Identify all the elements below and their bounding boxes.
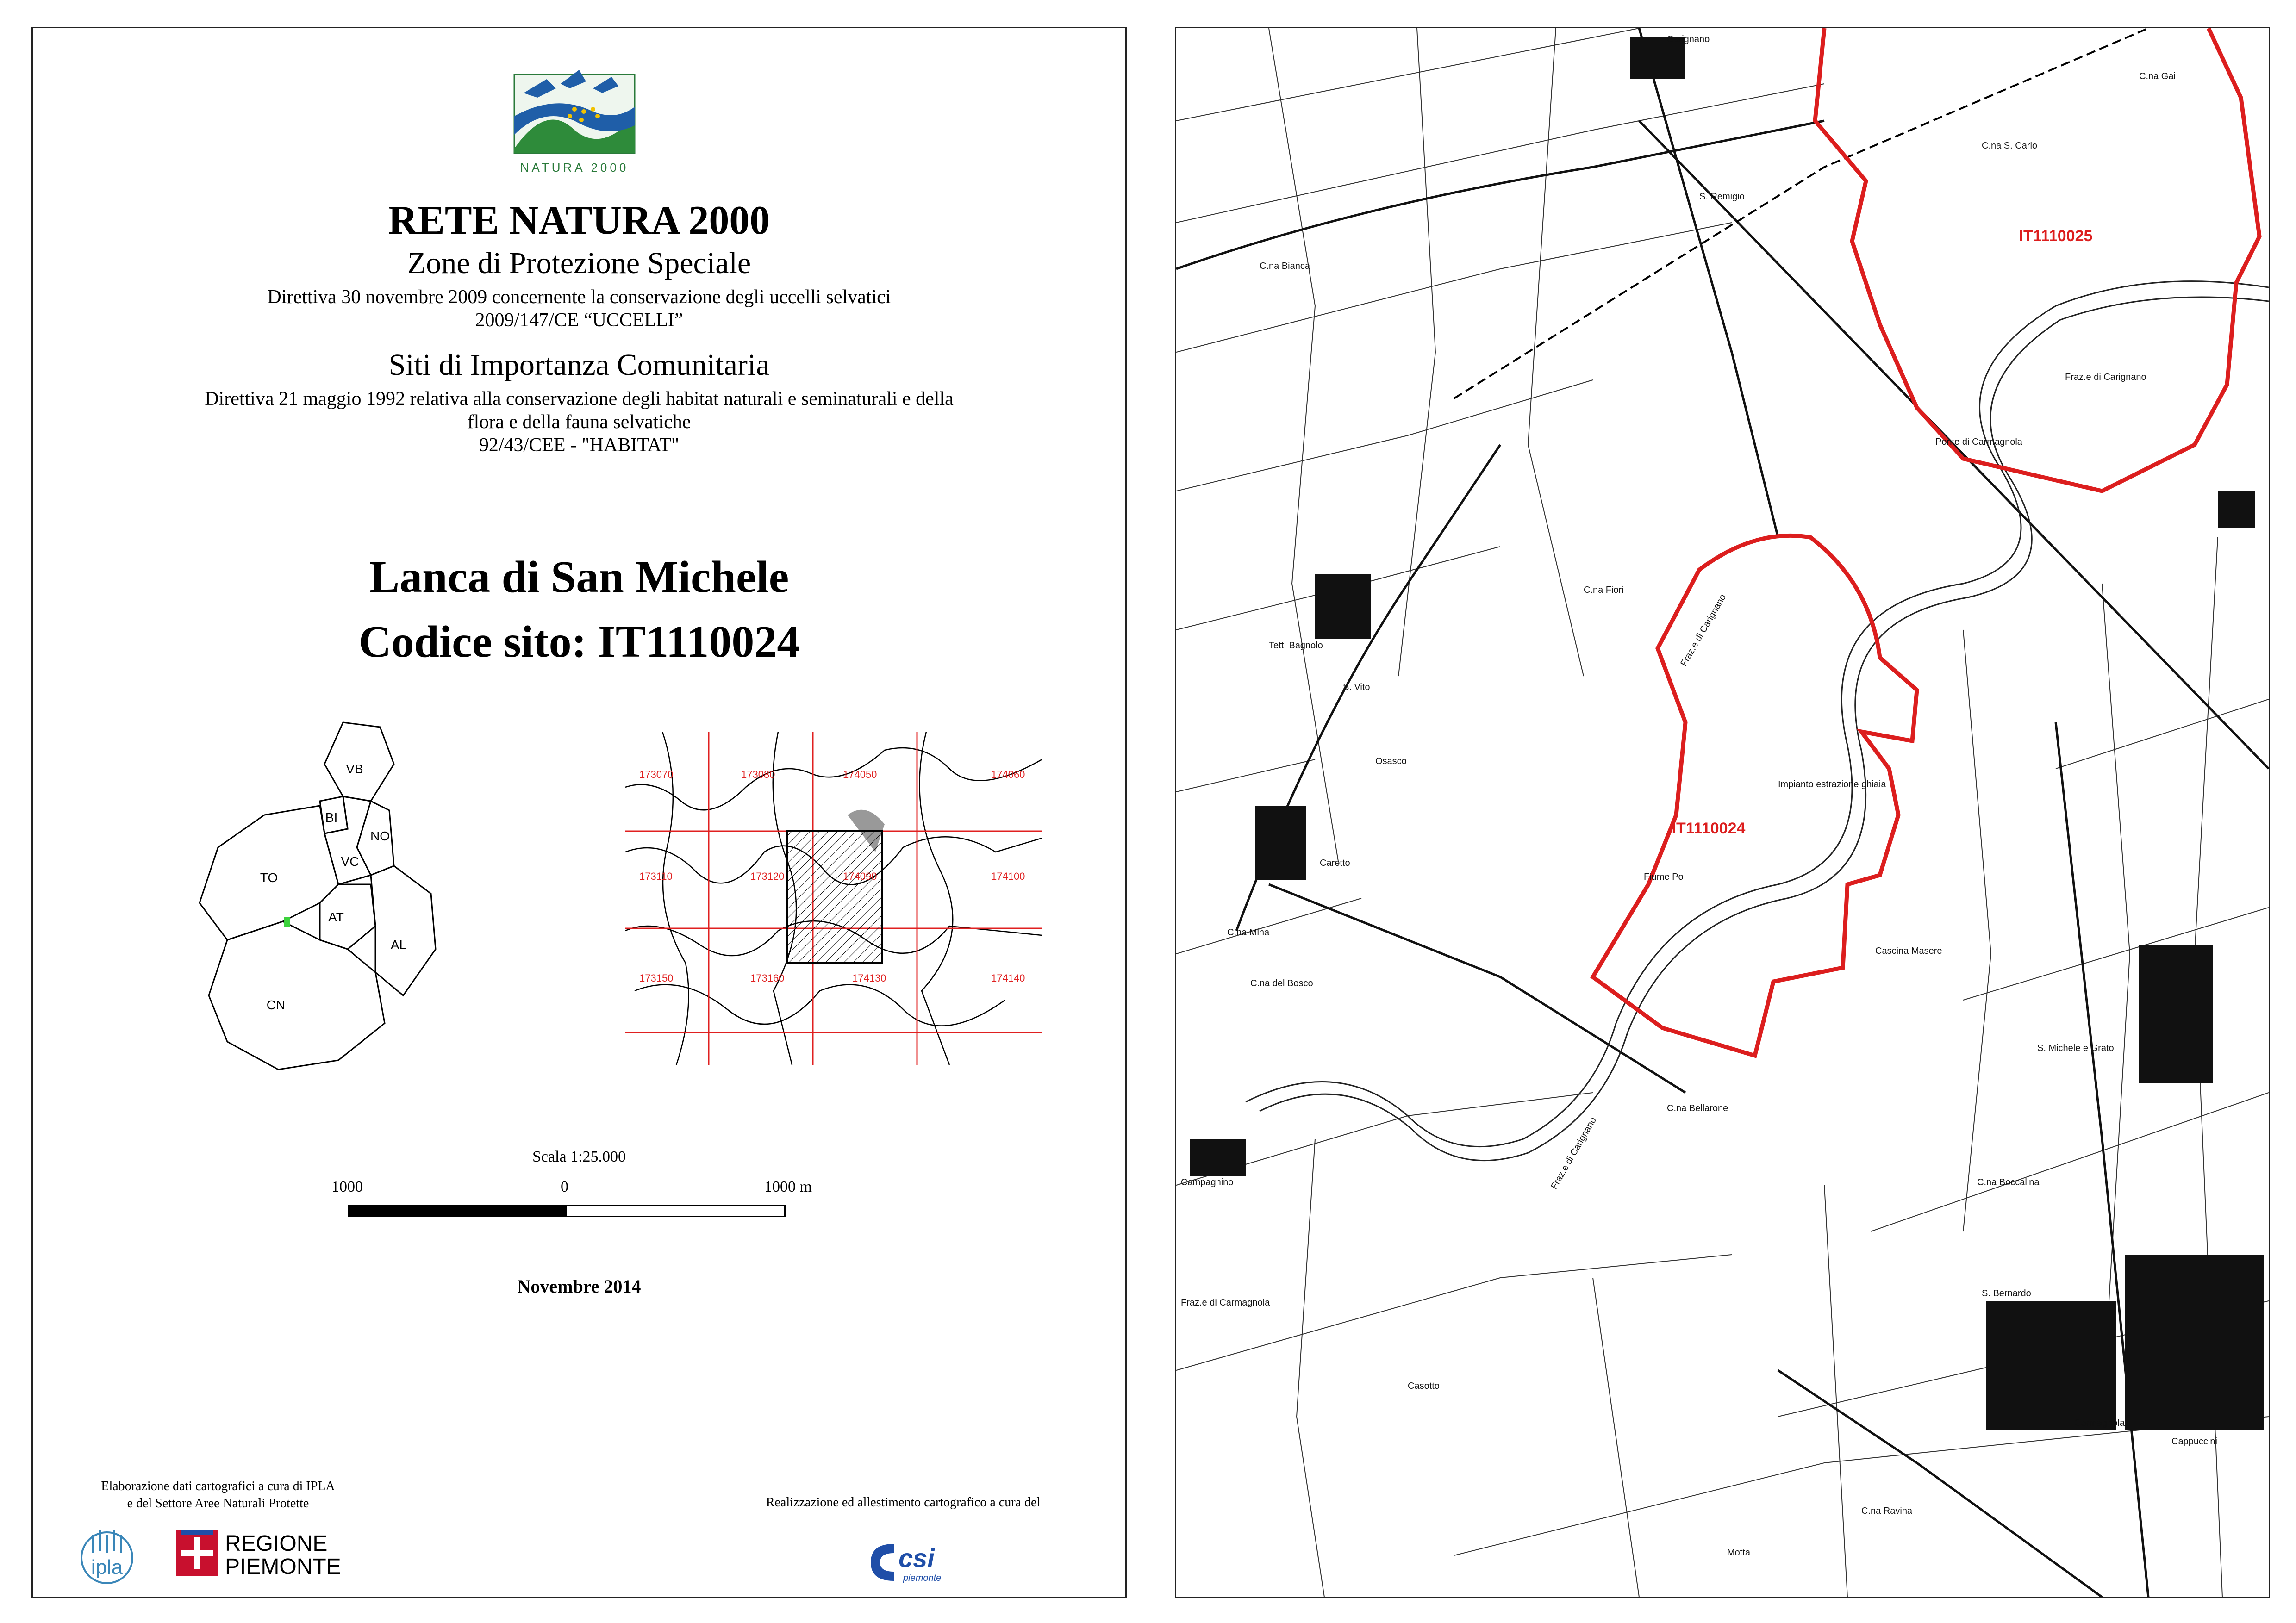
svg-text:174060: 174060 bbox=[991, 769, 1025, 780]
topographic-map[interactable] bbox=[1175, 27, 2270, 1598]
svg-text:Carmagnola: Carmagnola bbox=[2074, 1418, 2125, 1428]
svg-text:AL: AL bbox=[390, 938, 407, 952]
site-location-marker bbox=[284, 917, 290, 927]
svg-text:174050: 174050 bbox=[843, 769, 877, 780]
svg-text:173080: 173080 bbox=[741, 769, 775, 780]
svg-text:S. Michele e Grato: S. Michele e Grato bbox=[2037, 1043, 2114, 1053]
svg-text:C.na Fiori: C.na Fiori bbox=[1584, 585, 1624, 595]
svg-text:C.na Bianca: C.na Bianca bbox=[1260, 261, 1310, 271]
svg-text:173150: 173150 bbox=[639, 972, 674, 984]
svg-text:Carignano: Carignano bbox=[1667, 34, 1710, 44]
province-vc bbox=[324, 796, 371, 884]
natura2000-logo bbox=[505, 61, 644, 181]
sic-heading: Siti di Importanza Comunitaria bbox=[388, 348, 770, 382]
svg-text:Cascina Masere: Cascina Masere bbox=[1875, 946, 1942, 956]
ipla-logo-icon bbox=[75, 1525, 149, 1586]
scale-label: Scala 1:25.000 bbox=[532, 1148, 626, 1165]
svg-text:csi: csi bbox=[898, 1543, 935, 1573]
scale-bar bbox=[348, 1205, 786, 1217]
svg-text:CN: CN bbox=[266, 998, 286, 1012]
regione-shield-icon bbox=[176, 1530, 343, 1581]
date: Novembre 2014 bbox=[517, 1276, 641, 1297]
svg-text:174100: 174100 bbox=[991, 871, 1025, 882]
svg-text:C.na Bellarone: C.na Bellarone bbox=[1667, 1103, 1728, 1113]
site-name: Lanca di San Michele bbox=[369, 552, 789, 602]
svg-text:VB: VB bbox=[346, 762, 363, 776]
grid-inset-map bbox=[625, 732, 1042, 1065]
main-title: RETE NATURA 2000 bbox=[388, 198, 770, 243]
svg-text:Fraz.e di Carignano: Fraz.e di Carignano bbox=[2065, 372, 2146, 382]
zps-code: 2009/147/CE “UCCELLI” bbox=[475, 310, 683, 331]
regione-piemonte-logo bbox=[176, 1530, 343, 1581]
site-code: Codice sito: IT1110024 bbox=[358, 617, 800, 667]
region-inset-map bbox=[172, 709, 505, 1079]
ipla-credit-line1: Elaborazione dati cartografici a cura di IPLA bbox=[101, 1479, 335, 1493]
province-cn bbox=[209, 921, 385, 1070]
svg-text:Campagnino: Campagnino bbox=[1181, 1177, 1234, 1188]
svg-text:Fraz.e di Carignano: Fraz.e di Carignano bbox=[1549, 1115, 1599, 1191]
svg-text:S. Remigio: S. Remigio bbox=[1699, 192, 1745, 202]
svg-text:Tett. Bagnolo: Tett. Bagnolo bbox=[1269, 640, 1323, 651]
svg-text:Motta: Motta bbox=[1727, 1548, 1751, 1558]
scale-right: 1000 m bbox=[764, 1178, 812, 1195]
svg-text:Ponte di Carmagnola: Ponte di Carmagnola bbox=[1935, 437, 2022, 447]
zps-heading: Zone di Protezione Speciale bbox=[407, 246, 751, 280]
svg-text:Impianto estrazione ghiaia: Impianto estrazione ghiaia bbox=[1778, 779, 1886, 790]
svg-text:173070: 173070 bbox=[639, 769, 674, 780]
sic-code: 92/43/CEE - "HABITAT" bbox=[479, 435, 680, 456]
svg-text:Fraz.e di Carmagnola: Fraz.e di Carmagnola bbox=[1181, 1298, 1270, 1308]
province-al bbox=[371, 866, 436, 995]
svg-text:174090: 174090 bbox=[843, 871, 877, 882]
sic-directive-2: flora e della fauna selvatiche bbox=[467, 411, 691, 433]
svg-text:S. Vito: S. Vito bbox=[1343, 682, 1370, 692]
svg-text:C.na Gai: C.na Gai bbox=[2139, 71, 2176, 81]
scale-left: 1000 bbox=[331, 1178, 363, 1195]
svg-text:C.na del Bosco: C.na del Bosco bbox=[1250, 978, 1313, 989]
logo-text: NATURA 2000 bbox=[520, 161, 629, 174]
svg-text:VC: VC bbox=[341, 854, 359, 869]
svg-text:S. Bernardo: S. Bernardo bbox=[1982, 1288, 2031, 1299]
svg-text:173120: 173120 bbox=[750, 871, 785, 882]
svg-text:C.na Mina: C.na Mina bbox=[1227, 927, 1270, 938]
svg-text:PIEMONTE: PIEMONTE bbox=[225, 1555, 341, 1579]
svg-text:ipla: ipla bbox=[91, 1556, 123, 1579]
svg-text:C.na Ravina: C.na Ravina bbox=[1861, 1506, 1913, 1516]
svg-text:REGIONE: REGIONE bbox=[225, 1531, 328, 1556]
sic-directive-1: Direttiva 21 maggio 1992 relativa alla conservazione degli habitat naturali e seminaturali e della bbox=[205, 388, 954, 410]
svg-text:174140: 174140 bbox=[991, 972, 1025, 984]
svg-text:BI: BI bbox=[325, 810, 338, 825]
svg-text:173110: 173110 bbox=[639, 871, 673, 882]
csi-logo-icon bbox=[861, 1535, 963, 1586]
ipla-logo bbox=[75, 1525, 149, 1586]
svg-text:Fraz.e di Carignano: Fraz.e di Carignano bbox=[1678, 592, 1728, 668]
zps-directive: Direttiva 30 novembre 2009 concernente la conservazione degli uccelli selvatici bbox=[267, 286, 891, 308]
natura2000-logo-icon bbox=[505, 61, 644, 181]
sheet-footprint bbox=[787, 831, 882, 963]
csi-logo bbox=[861, 1535, 963, 1586]
svg-text:Cappuccini: Cappuccini bbox=[2171, 1436, 2217, 1447]
svg-text:Caretto: Caretto bbox=[1320, 858, 1350, 868]
scale-center: 0 bbox=[561, 1178, 568, 1195]
svg-text:174130: 174130 bbox=[852, 972, 886, 984]
svg-text:AT: AT bbox=[328, 910, 344, 924]
svg-text:TO: TO bbox=[260, 871, 278, 885]
map-canvas[interactable] bbox=[1176, 28, 2269, 1597]
svg-text:Fiume Po: Fiume Po bbox=[1644, 872, 1684, 882]
ipla-credit-line2: e del Settore Aree Naturali Protette bbox=[127, 1496, 309, 1511]
svg-text:NO: NO bbox=[370, 829, 390, 843]
title-sheet bbox=[31, 27, 1127, 1598]
svg-text:Casotto: Casotto bbox=[1408, 1381, 1440, 1391]
svg-text:173160: 173160 bbox=[750, 972, 785, 984]
label-it1110024: IT1110024 bbox=[1672, 820, 1746, 837]
svg-text:Osasco: Osasco bbox=[1375, 756, 1407, 766]
svg-text:C.na Boccalina: C.na Boccalina bbox=[1977, 1177, 2040, 1188]
svg-text:C.na S. Carlo: C.na S. Carlo bbox=[1982, 141, 2038, 151]
svg-text:piemonte: piemonte bbox=[903, 1573, 942, 1583]
label-it1110025: IT1110025 bbox=[2019, 227, 2093, 245]
csi-credit: Realizzazione ed allestimento cartografico a cura del bbox=[766, 1495, 1041, 1510]
